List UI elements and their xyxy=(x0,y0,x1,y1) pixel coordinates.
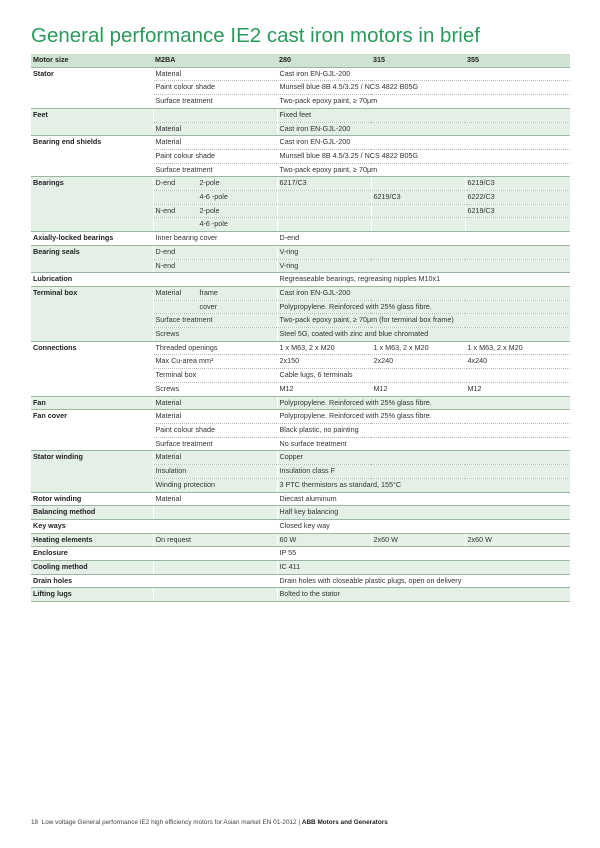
footer-text: Low voltage General performance IE2 high efficiency motors for Asian market EN 01-2012 xyxy=(41,819,297,826)
value-all-sizes: Steel 5G, coated with zinc and blue chromated xyxy=(277,328,570,342)
row-property xyxy=(153,163,277,177)
row-property xyxy=(153,300,277,314)
table-row xyxy=(31,191,570,205)
row-property xyxy=(153,136,277,150)
row-property xyxy=(153,382,277,396)
row-section-label xyxy=(31,437,153,451)
property-label: Surface treatment xyxy=(155,164,213,174)
property-label: Surface treatment xyxy=(155,438,213,448)
value-all-sizes: Diecast aluminum xyxy=(277,492,570,506)
header-size-355: 355 xyxy=(465,54,570,67)
row-property xyxy=(153,328,277,342)
table-row xyxy=(31,163,570,177)
value-all-sizes: Half key balancing xyxy=(277,506,570,520)
header-series: M2BA xyxy=(153,54,277,67)
row-section-label: Cooling method xyxy=(31,561,153,575)
property-label: Screws xyxy=(155,383,180,393)
footer-brand: ABB Motors and Generators xyxy=(301,819,388,826)
property-label: Terminal box xyxy=(155,370,197,380)
row-property xyxy=(153,341,277,355)
row-property xyxy=(153,232,277,246)
property-label: Insulation xyxy=(155,466,187,476)
property-label: Material xyxy=(155,68,182,78)
value-355: 6222/C3 xyxy=(465,191,570,205)
value-all-sizes: Fixed feet xyxy=(277,108,570,122)
header-motor-size: Motor size xyxy=(31,54,153,67)
value-all-sizes: Two-pack epoxy paint, ≥ 70μm xyxy=(277,163,570,177)
value-355: 1 x M63, 2 x M20 xyxy=(465,341,570,355)
row-property xyxy=(153,478,277,492)
table-row xyxy=(31,561,570,575)
row-property xyxy=(153,286,277,300)
property-label: Max Cu-area mm² xyxy=(155,356,214,366)
table-row xyxy=(31,382,570,396)
row-section-label xyxy=(31,259,153,273)
value-all-sizes: Polypropylene. Reinforced with 25% glass fibre. xyxy=(277,410,570,424)
row-section-label xyxy=(31,382,153,396)
table-row xyxy=(31,149,570,163)
value-355 xyxy=(465,218,570,232)
value-315: 2x60 W xyxy=(371,533,465,547)
row-section-label xyxy=(31,355,153,369)
row-section-label xyxy=(31,314,153,328)
row-property xyxy=(153,547,277,561)
row-section-label xyxy=(31,423,153,437)
table-row xyxy=(31,396,570,410)
value-355: 6219/C3 xyxy=(465,204,570,218)
row-property xyxy=(153,191,277,205)
table-row xyxy=(31,81,570,95)
table-row xyxy=(31,519,570,533)
value-280 xyxy=(277,218,371,232)
value-all-sizes: Regreaseable bearings, regreasing nipples M10x1 xyxy=(277,273,570,287)
table-row xyxy=(31,67,570,81)
row-section-label: Key ways xyxy=(31,519,153,533)
row-property xyxy=(153,519,277,533)
table-row xyxy=(31,423,570,437)
value-all-sizes: Cast iron EN-GJL-200 xyxy=(277,286,570,300)
row-property xyxy=(153,355,277,369)
row-section-label xyxy=(31,191,153,205)
row-section-label: Fan cover xyxy=(33,411,67,421)
value-315 xyxy=(371,177,465,191)
row-section-label: Stator winding xyxy=(31,451,153,465)
table-row xyxy=(31,355,570,369)
row-section-label xyxy=(31,149,153,163)
row-property xyxy=(153,149,277,163)
table-row xyxy=(31,588,570,602)
value-all-sizes: D-end xyxy=(277,232,570,246)
row-property xyxy=(153,369,277,383)
property-label: Material xyxy=(155,287,182,297)
table-row xyxy=(31,259,570,273)
property-label: Material xyxy=(155,452,182,462)
table-row xyxy=(31,122,570,136)
table-row xyxy=(31,300,570,314)
table-row xyxy=(31,369,570,383)
value-280 xyxy=(277,191,371,205)
property-label: Material xyxy=(155,411,182,421)
value-355: 6219/C3 xyxy=(465,177,570,191)
row-property xyxy=(153,492,277,506)
row-section-label xyxy=(31,95,153,109)
property-label: Screws xyxy=(155,329,180,339)
table-row xyxy=(31,177,570,191)
value-all-sizes: Drain holes with closeable plastic plugs, open on delivery xyxy=(277,574,570,588)
value-all-sizes: Black plastic, no painting xyxy=(277,423,570,437)
value-315: 1 x M63, 2 x M20 xyxy=(371,341,465,355)
property-label: Threaded openings xyxy=(155,342,218,352)
row-property xyxy=(153,67,277,81)
table-row xyxy=(31,478,570,492)
row-section-label xyxy=(31,369,153,383)
value-all-sizes: IP 55 xyxy=(277,547,570,561)
value-all-sizes: V-ring xyxy=(277,259,570,273)
row-section-label xyxy=(31,204,153,218)
table-row xyxy=(31,328,570,342)
table-row xyxy=(31,95,570,109)
row-property xyxy=(153,437,277,451)
value-all-sizes: No surface treatment xyxy=(277,437,570,451)
value-all-sizes: Two-pack epoxy paint, ≥ 70μm (for terminal box frame) xyxy=(277,314,570,328)
row-section-label xyxy=(31,465,153,479)
row-property xyxy=(153,451,277,465)
row-property xyxy=(153,108,277,122)
value-all-sizes: Copper xyxy=(277,451,570,465)
table-row xyxy=(31,341,570,355)
property-label: Winding protection xyxy=(155,479,216,489)
row-section-label: Lifting lugs xyxy=(31,588,153,602)
row-property xyxy=(153,245,277,259)
header-size-280: 280 xyxy=(277,54,371,67)
value-280: 6217/C3 xyxy=(277,177,371,191)
value-280: 60 W xyxy=(277,533,371,547)
table-row xyxy=(31,204,570,218)
value-280: 1 x M63, 2 x M20 xyxy=(277,341,371,355)
row-section-label xyxy=(31,163,153,177)
property-label: N-end xyxy=(155,205,176,215)
table-row xyxy=(31,506,570,520)
property-sublabel: 2-pole xyxy=(199,178,220,188)
value-280: M12 xyxy=(277,382,371,396)
table-row xyxy=(31,410,570,424)
table-row xyxy=(31,533,570,547)
row-section-label: Lubrication xyxy=(31,273,153,287)
table-row xyxy=(31,437,570,451)
row-section-label: Bearing seals xyxy=(31,245,153,259)
specs-table xyxy=(31,54,570,602)
value-280 xyxy=(277,204,371,218)
row-section-label: Bearings xyxy=(31,177,153,191)
table-row xyxy=(31,273,570,287)
table-row xyxy=(31,286,570,300)
value-all-sizes: Closed key way xyxy=(277,519,570,533)
row-section-label: Bearing end shields xyxy=(33,137,102,147)
row-property xyxy=(153,506,277,520)
value-all-sizes: Cable lugs, 6 terminals xyxy=(277,369,570,383)
row-section-label: Heating elements xyxy=(31,533,153,547)
value-all-sizes: Polypropylene. Reinforced with 25% glass fibre. xyxy=(277,396,570,410)
table-row xyxy=(31,547,570,561)
row-section-label: Terminal box xyxy=(31,286,153,300)
row-property xyxy=(153,588,277,602)
row-property xyxy=(153,218,277,232)
value-315: 6219/C3 xyxy=(371,191,465,205)
value-all-sizes: IC 411 xyxy=(277,561,570,575)
property-sublabel: 2-pole xyxy=(199,205,220,215)
row-section-label xyxy=(31,300,153,314)
property-label: Material xyxy=(155,137,182,147)
row-section-label xyxy=(31,328,153,342)
row-property xyxy=(153,465,277,479)
table-row xyxy=(31,492,570,506)
value-355: M12 xyxy=(465,382,570,396)
table-row xyxy=(31,245,570,259)
row-property xyxy=(153,204,277,218)
value-315: M12 xyxy=(371,382,465,396)
row-property xyxy=(153,177,277,191)
property-sublabel: cover xyxy=(199,301,218,311)
table-row xyxy=(31,314,570,328)
footer-separator: | xyxy=(296,819,302,826)
property-sublabel: 4-6 -pole xyxy=(199,192,228,202)
property-label: Paint colour shade xyxy=(155,424,216,434)
row-property xyxy=(153,273,277,287)
row-property xyxy=(153,95,277,109)
page-footer xyxy=(31,819,388,826)
row-section-label: Rotor winding xyxy=(31,492,153,506)
property-label: D-end xyxy=(155,246,176,256)
value-all-sizes: Cast iron EN-GJL-200 xyxy=(277,136,570,150)
value-all-sizes: Cast iron EN-GJL-200 xyxy=(277,67,570,81)
property-label: Paint colour shade xyxy=(155,82,216,92)
value-315 xyxy=(371,218,465,232)
row-section-label: Stator xyxy=(33,68,54,78)
property-sublabel: 4-6 -pole xyxy=(199,219,228,229)
value-all-sizes: Cast iron EN-GJL-200 xyxy=(277,122,570,136)
row-property xyxy=(153,122,277,136)
property-label: On request xyxy=(155,534,192,544)
property-sublabel: frame xyxy=(199,287,218,297)
row-property xyxy=(153,81,277,95)
header-size-315: 315 xyxy=(371,54,465,67)
table-row xyxy=(31,465,570,479)
row-section-label xyxy=(31,81,153,95)
row-property xyxy=(153,423,277,437)
value-280: 2x150 xyxy=(277,355,371,369)
row-property xyxy=(153,396,277,410)
value-all-sizes: Two-pack epoxy paint, ≥ 70μm xyxy=(277,95,570,109)
value-all-sizes: 3 PTC thermistors as standard, 155°C xyxy=(277,478,570,492)
value-315 xyxy=(371,204,465,218)
row-property xyxy=(153,533,277,547)
row-section-label: Drain holes xyxy=(31,574,153,588)
page-title: General performance IE2 cast iron motors in brief xyxy=(31,24,480,47)
value-all-sizes: Munsell blue 8B 4.5/3.25 / NCS 4822 B05G xyxy=(277,81,570,95)
row-section-label xyxy=(31,218,153,232)
value-all-sizes: Bolted to the stator xyxy=(277,588,570,602)
table-row xyxy=(31,232,570,246)
row-section-label: Feet xyxy=(31,108,153,122)
property-label: Surface treatment xyxy=(155,96,213,106)
property-label: Paint colour shade xyxy=(155,150,216,160)
property-label: Surface treatment xyxy=(155,315,213,325)
row-section-label xyxy=(31,122,153,136)
value-all-sizes: Insulation class F xyxy=(277,465,570,479)
value-all-sizes: Polypropylene. Reinforced with 25% glass fibre. xyxy=(277,300,570,314)
value-all-sizes: Munsell blue 8B 4.5/3.25 / NCS 4822 B05G xyxy=(277,149,570,163)
table-row xyxy=(31,218,570,232)
value-315: 2x240 xyxy=(371,355,465,369)
row-property xyxy=(153,574,277,588)
value-355: 2x60 W xyxy=(465,533,570,547)
table-row xyxy=(31,451,570,465)
page-number: 18 xyxy=(31,819,39,826)
table-row xyxy=(31,136,570,150)
property-label: Material xyxy=(155,123,182,133)
row-property xyxy=(153,561,277,575)
row-property xyxy=(153,259,277,273)
row-section-label: Enclosure xyxy=(31,547,153,561)
property-label: Material xyxy=(155,493,182,503)
property-label: Inner bearing cover xyxy=(155,233,218,243)
row-section-label: Axially-locked bearings xyxy=(31,232,153,246)
property-label: N-end xyxy=(155,260,176,270)
table-row xyxy=(31,574,570,588)
property-label: D-end xyxy=(155,178,176,188)
table-header-row xyxy=(31,54,570,67)
row-property xyxy=(153,410,277,424)
row-section-label xyxy=(31,478,153,492)
property-label: Material xyxy=(155,397,182,407)
value-355: 4x240 xyxy=(465,355,570,369)
row-section-label: Balancing method xyxy=(31,506,153,520)
row-section-label: Fan xyxy=(31,396,153,410)
value-all-sizes: V-ring xyxy=(277,245,570,259)
table-row xyxy=(31,108,570,122)
row-property xyxy=(153,314,277,328)
row-section-label: Connections xyxy=(33,342,77,352)
